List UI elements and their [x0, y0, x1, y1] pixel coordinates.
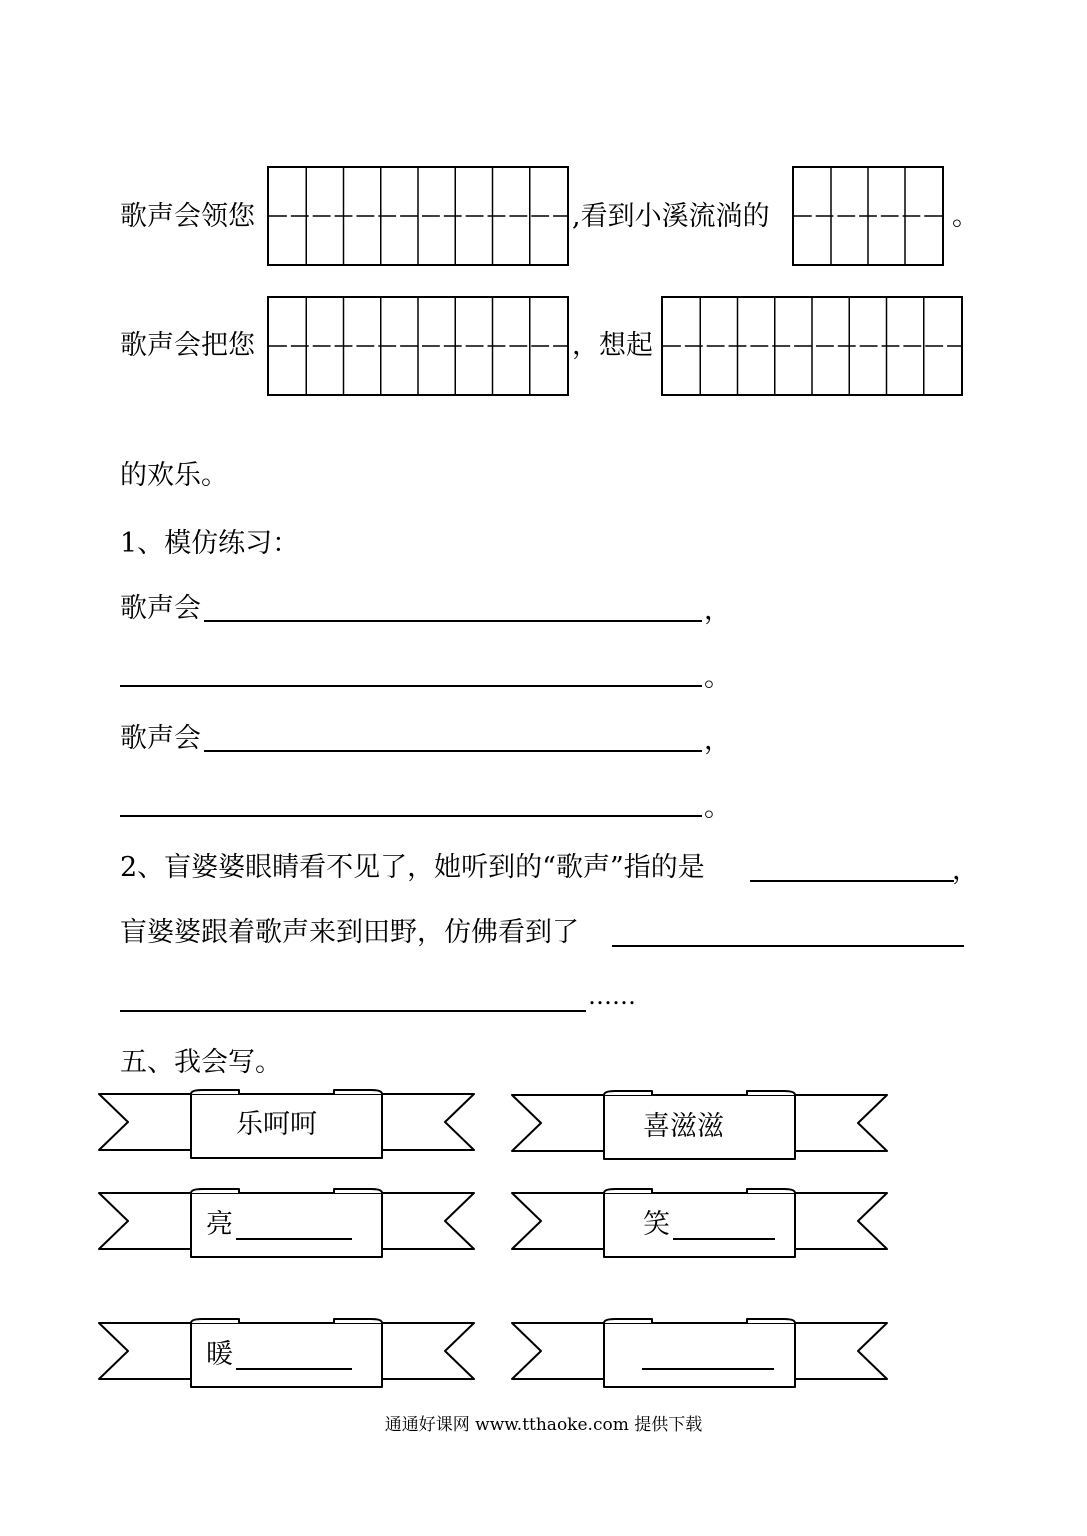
word-ribbon — [98, 1189, 476, 1261]
word-ribbon — [511, 1319, 889, 1391]
q1-answer-line[interactable] — [204, 620, 702, 622]
ribbon-answer-line[interactable] — [236, 1238, 352, 1240]
word-ribbon — [98, 1090, 476, 1162]
footer-source: 通通好课网 www.tthaoke.com 提供下载 — [384, 1415, 703, 1435]
q2-answer-line[interactable] — [612, 945, 964, 947]
q1-line2-suffix: 。 — [704, 662, 731, 693]
sentence2-part-a: 歌声会把您 — [120, 330, 255, 361]
ribbon-answer-line[interactable] — [236, 1368, 352, 1370]
sentence2-part-c: 的欢乐。 — [120, 460, 228, 491]
q1-answer-line[interactable] — [204, 750, 702, 752]
writing-grid-4[interactable] — [792, 166, 944, 266]
q2-answer-line[interactable] — [120, 1010, 586, 1012]
q1-line3-prefix: 歌声会 — [120, 723, 201, 754]
ribbon-word: 笑 — [643, 1209, 670, 1240]
q1-answer-line[interactable] — [120, 815, 702, 817]
q1-line1-prefix: 歌声会 — [120, 593, 201, 624]
sentence2-part-b: ，想起 — [572, 330, 653, 361]
ribbon-answer-line[interactable] — [673, 1238, 775, 1240]
q2-text3-suffix: …… — [588, 982, 636, 1010]
ribbon-word: 乐呵呵 — [236, 1109, 317, 1140]
q1-line4-suffix: 。 — [704, 792, 731, 823]
sentence1-part-c: 。 — [952, 201, 979, 232]
q2-text2: 盲婆婆跟着歌声来到田野，仿佛看到了 — [120, 917, 579, 948]
q1-line1-suffix: ， — [704, 595, 731, 626]
sentence1-part-a: 歌声会领您 — [120, 201, 255, 232]
writing-grid-8[interactable] — [267, 296, 569, 396]
ribbon-word: 喜滋滋 — [643, 1111, 724, 1142]
word-ribbon — [511, 1189, 889, 1261]
ribbon-answer-line[interactable] — [642, 1368, 774, 1370]
ribbon-word: 亮 — [206, 1209, 233, 1240]
q2-answer-line[interactable] — [750, 880, 954, 882]
section5-title: 五、我会写。 — [120, 1047, 282, 1078]
word-ribbon — [511, 1091, 889, 1163]
q2-text1: 2、盲婆婆眼睛看不见了，她听到的“歌声”指的是 — [120, 852, 705, 883]
writing-grid-8[interactable] — [661, 296, 963, 396]
ribbon-word: 暖 — [206, 1339, 233, 1370]
sentence1-part-b: ,看到小溪流淌的 — [572, 201, 770, 232]
writing-grid-8[interactable] — [267, 166, 569, 266]
q1-line3-suffix: ， — [704, 725, 731, 756]
q1-title: 1、模仿练习： — [120, 528, 300, 559]
q2-text1-suffix: ， — [952, 855, 979, 886]
word-ribbon — [98, 1319, 476, 1391]
q1-answer-line[interactable] — [120, 685, 702, 687]
